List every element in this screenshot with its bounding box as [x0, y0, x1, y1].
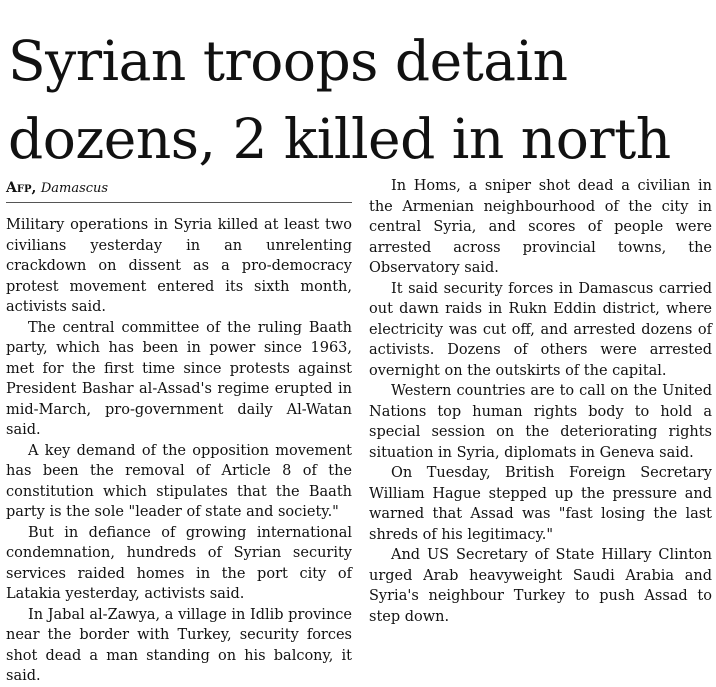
paragraph: Western countries are to call on the United Nations top human rights body to hold a special session on the deteriorating rights situation in Syria, diplomats in Geneva said. [369, 383, 712, 461]
paragraph: But in defiance of growing international condemnation, hundreds of Syrian security services raided homes in the port city of Latakia yesterday, activists said. [6, 524, 352, 602]
byline [6, 178, 352, 203]
paragraph: Military operations in Syria killed at least two civilians yesterday in an unrelenting crackdown on dissent as a pro-democracy protest movement entered its sixth month, activists said. [6, 217, 352, 315]
paragraph: In Jabal al-Zawya, a village in Idlib province near the border with Turkey, security forces shot dead a man standing on his balcony, it said. [6, 606, 352, 684]
byline-place: Damascus [40, 181, 109, 196]
paragraph: It said security forces in Damascus carried out dawn raids in Rukn Eddin district, where electricity was cut off, and arrested dozens of activists. Dozens of others were arrested overnight on the outskirts of the capital. [369, 280, 712, 379]
paragraph: And US Secretary of State Hillary Clinton urged Arab heavyweight Saudi Arabia and Syria's neighbour Turkey to push Assad to step down. [369, 547, 712, 625]
paragraph: In Homs, a sniper shot dead a civilian in the Armenian neighbourhood of the city in central Syria, and scores of people were arrested across provincial towns, the Observatory said. [369, 178, 712, 276]
headline: Syrian troops detain dozens, 2 killed in north [8, 29, 671, 171]
paragraph: The central committee of the ruling Baath party, which has been in power since 1963, met for the first time since protests against President Bashar al-Assad's regime erupted in mid-March, pro-government daily Al-Watan said. [6, 319, 352, 438]
paragraph: A key demand of the opposition movement has been the removal of Article 8 of the constitution which stipulates that the Baath party is the sole "leader of state and society." [6, 442, 352, 520]
article-column-left [6, 178, 352, 687]
byline-agency: Afp, [6, 180, 37, 196]
paragraph: On Tuesday, British Foreign Secretary William Hague stepped up the pressure and warned that Assad was "fast losing the last shreds of his legitimacy." [369, 465, 712, 543]
article-column-right [369, 176, 712, 627]
